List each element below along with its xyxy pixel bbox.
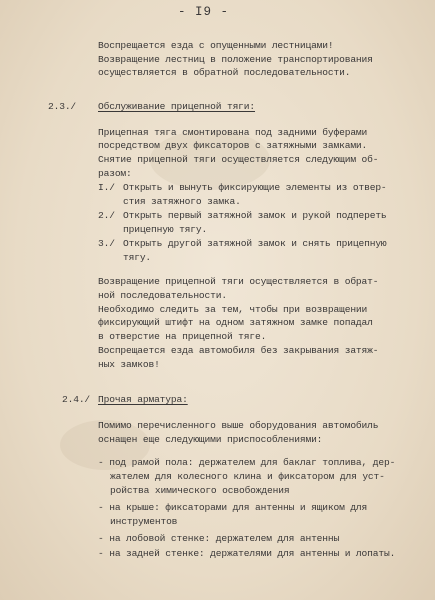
text-line: Прицепная тяга смонтирована под задними буферами bbox=[98, 127, 368, 138]
step-line: Открыть и вынуть фиксирующие элементы из отвер- bbox=[123, 182, 387, 193]
step-line: Открыть другой затяжной замок и снять прицепную bbox=[123, 238, 387, 249]
text-line: ных замков! bbox=[98, 359, 160, 370]
step-line: прицепную тягу. bbox=[123, 224, 208, 235]
text-line: Снятие прицепной тяги осуществляется следующим об- bbox=[98, 154, 379, 165]
section-title: Прочая арматура: bbox=[98, 394, 188, 405]
section-title: Обслуживание прицепной тяги: bbox=[98, 101, 256, 112]
step-number: I./ bbox=[98, 182, 115, 193]
text-line: Возвращение лестниц в положение транспортирования bbox=[98, 54, 373, 65]
list-item-line: - под рамой пола: держателем для баклаг топлива, дер- bbox=[98, 457, 396, 468]
text-line: посредством двух фиксаторов с затяжными замками. bbox=[98, 140, 368, 151]
step-number: 3./ bbox=[98, 238, 115, 249]
text-line: оснащен еще следующими приспособлениями: bbox=[98, 434, 323, 445]
page-number: - I9 - bbox=[178, 5, 230, 19]
list-item-line: - на задней стенке: держателями для антенны и лопаты. bbox=[98, 548, 396, 559]
text-line: в отверстие на прицепной тяге. bbox=[98, 331, 267, 342]
list-item-line: ройства химического освобождения bbox=[110, 485, 290, 496]
text-line: фиксирующий штифт на одном затяжном замке попадал bbox=[98, 317, 373, 328]
text-line: осуществляется в обратной последовательности. bbox=[98, 67, 351, 78]
list-item-line: - на крыше: фиксаторами для антенны и ящиком для bbox=[98, 502, 368, 513]
text-line: разом: bbox=[98, 168, 132, 179]
section-number: 2.3./ bbox=[48, 101, 77, 112]
section-number: 2.4./ bbox=[62, 394, 91, 405]
text-line: Необходимо следить за тем, чтобы при возвращении bbox=[98, 304, 368, 315]
text-line: Возвращение прицепной тяги осуществляется в обрат- bbox=[98, 276, 379, 287]
text-line: Воспрещается езда с опущенными лестницами! bbox=[98, 40, 334, 51]
text-line: ной последовательности. bbox=[98, 290, 227, 301]
step-line: тягу. bbox=[123, 252, 152, 263]
step-line: стия затяжного замка. bbox=[123, 196, 241, 207]
list-item-line: - на лобовой стенке: держателем для антенны bbox=[98, 533, 340, 544]
text-line: Воспрещается езда автомобиля без закрывания затяж- bbox=[98, 345, 379, 356]
list-item-line: жателем для колесного клина и фиксатором для уст- bbox=[110, 471, 385, 482]
step-line: Открыть первый затяжной замок и рукой подпереть bbox=[123, 210, 387, 221]
step-number: 2./ bbox=[98, 210, 115, 221]
text-line: Помимо перечисленного выше оборудования автомобиль bbox=[98, 420, 379, 431]
list-item-line: инструментов bbox=[110, 516, 178, 527]
